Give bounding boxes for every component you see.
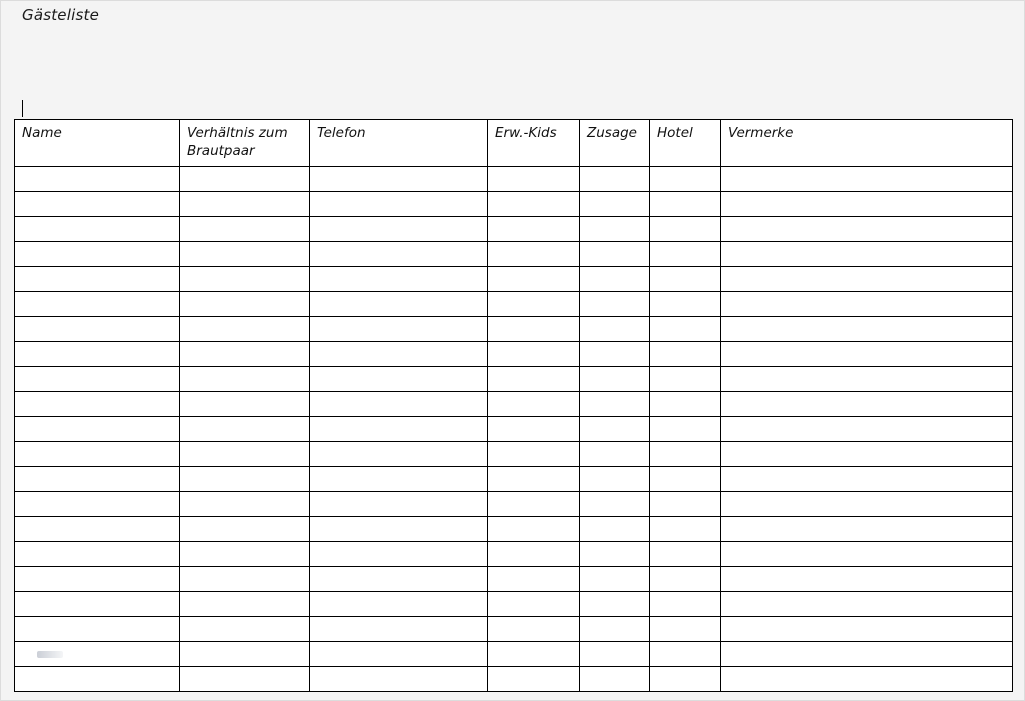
table-cell-name[interactable] bbox=[15, 466, 180, 491]
table-cell-notes[interactable] bbox=[721, 341, 1013, 366]
table-cell-confirmation[interactable] bbox=[580, 441, 650, 466]
table-row[interactable] bbox=[15, 616, 1013, 641]
table-cell-relation[interactable] bbox=[180, 316, 310, 341]
table-cell-name[interactable] bbox=[15, 491, 180, 516]
table-cell-hotel[interactable] bbox=[650, 241, 721, 266]
table-cell-notes[interactable] bbox=[721, 491, 1013, 516]
table-cell-hotel[interactable] bbox=[650, 291, 721, 316]
table-cell-hotel[interactable] bbox=[650, 316, 721, 341]
table-cell-confirmation[interactable] bbox=[580, 191, 650, 216]
table-cell-name[interactable] bbox=[15, 166, 180, 191]
table-cell-confirmation[interactable] bbox=[580, 516, 650, 541]
table-cell-confirmation[interactable] bbox=[580, 266, 650, 291]
table-cell-hotel[interactable] bbox=[650, 591, 721, 616]
table-row[interactable] bbox=[15, 241, 1013, 266]
table-row[interactable] bbox=[15, 316, 1013, 341]
table-cell-relation[interactable] bbox=[180, 616, 310, 641]
table-cell-confirmation[interactable] bbox=[580, 341, 650, 366]
table-cell-name[interactable] bbox=[15, 591, 180, 616]
table-row[interactable] bbox=[15, 666, 1013, 691]
table-cell-name[interactable] bbox=[15, 216, 180, 241]
table-cell-confirmation[interactable] bbox=[580, 166, 650, 191]
table-cell-hotel[interactable] bbox=[650, 441, 721, 466]
table-cell-phone[interactable] bbox=[310, 591, 488, 616]
table-cell-relation[interactable] bbox=[180, 241, 310, 266]
table-cell-phone[interactable] bbox=[310, 341, 488, 366]
table-cell-relation[interactable] bbox=[180, 466, 310, 491]
table-cell-adults_kids[interactable] bbox=[488, 416, 580, 441]
table-cell-name[interactable] bbox=[15, 316, 180, 341]
table-row[interactable] bbox=[15, 341, 1013, 366]
table-cell-name[interactable] bbox=[15, 541, 180, 566]
table-cell-confirmation[interactable] bbox=[580, 291, 650, 316]
table-cell-hotel[interactable] bbox=[650, 616, 721, 641]
table-cell-confirmation[interactable] bbox=[580, 466, 650, 491]
table-cell-notes[interactable] bbox=[721, 216, 1013, 241]
table-cell-name[interactable] bbox=[15, 241, 180, 266]
table-cell-confirmation[interactable] bbox=[580, 241, 650, 266]
table-cell-hotel[interactable] bbox=[650, 216, 721, 241]
table-cell-phone[interactable] bbox=[310, 466, 488, 491]
table-row[interactable] bbox=[15, 541, 1013, 566]
table-cell-adults_kids[interactable] bbox=[488, 216, 580, 241]
table-cell-name[interactable] bbox=[15, 416, 180, 441]
table-cell-adults_kids[interactable] bbox=[488, 641, 580, 666]
table-cell-adults_kids[interactable] bbox=[488, 166, 580, 191]
table-cell-adults_kids[interactable] bbox=[488, 341, 580, 366]
table-cell-confirmation[interactable] bbox=[580, 391, 650, 416]
table-row[interactable] bbox=[15, 191, 1013, 216]
table-cell-relation[interactable] bbox=[180, 591, 310, 616]
table-cell-confirmation[interactable] bbox=[580, 316, 650, 341]
table-cell-confirmation[interactable] bbox=[580, 666, 650, 691]
table-cell-notes[interactable] bbox=[721, 291, 1013, 316]
table-cell-relation[interactable] bbox=[180, 441, 310, 466]
table-cell-relation[interactable] bbox=[180, 266, 310, 291]
table-row[interactable] bbox=[15, 591, 1013, 616]
table-cell-confirmation[interactable] bbox=[580, 216, 650, 241]
table-cell-phone[interactable] bbox=[310, 266, 488, 291]
table-cell-name[interactable] bbox=[15, 616, 180, 641]
table-cell-phone[interactable] bbox=[310, 516, 488, 541]
table-cell-notes[interactable] bbox=[721, 591, 1013, 616]
table-cell-hotel[interactable] bbox=[650, 541, 721, 566]
table-row[interactable] bbox=[15, 391, 1013, 416]
column-header-adults-kids: Erw.-Kids bbox=[488, 120, 580, 167]
table-cell-adults_kids[interactable] bbox=[488, 491, 580, 516]
table-cell-relation[interactable] bbox=[180, 566, 310, 591]
table-cell-phone[interactable] bbox=[310, 666, 488, 691]
table-cell-relation[interactable] bbox=[180, 391, 310, 416]
table-cell-hotel[interactable] bbox=[650, 366, 721, 391]
table-cell-phone[interactable] bbox=[310, 391, 488, 416]
table-cell-confirmation[interactable] bbox=[580, 616, 650, 641]
table-cell-phone[interactable] bbox=[310, 566, 488, 591]
table-row[interactable] bbox=[15, 166, 1013, 191]
table-row[interactable] bbox=[15, 441, 1013, 466]
table-cell-hotel[interactable] bbox=[650, 391, 721, 416]
ink-smudge-mark bbox=[37, 651, 63, 658]
table-cell-adults_kids[interactable] bbox=[488, 191, 580, 216]
table-cell-adults_kids[interactable] bbox=[488, 466, 580, 491]
table-cell-name[interactable] bbox=[15, 516, 180, 541]
table-cell-notes[interactable] bbox=[721, 241, 1013, 266]
column-header-confirmation: Zusage bbox=[580, 120, 650, 167]
column-header-relation: Verhältnis zum Brautpaar bbox=[180, 120, 310, 167]
table-cell-phone[interactable] bbox=[310, 641, 488, 666]
table-cell-adults_kids[interactable] bbox=[488, 591, 580, 616]
table-header-row bbox=[15, 120, 1013, 167]
table-cell-adults_kids[interactable] bbox=[488, 366, 580, 391]
table-cell-relation[interactable] bbox=[180, 291, 310, 316]
table-cell-hotel[interactable] bbox=[650, 341, 721, 366]
table-row[interactable] bbox=[15, 266, 1013, 291]
guest-list-table-container bbox=[14, 119, 1012, 692]
table-cell-adults_kids[interactable] bbox=[488, 241, 580, 266]
table-cell-notes[interactable] bbox=[721, 166, 1013, 191]
table-cell-notes[interactable] bbox=[721, 441, 1013, 466]
table-cell-name[interactable] bbox=[15, 341, 180, 366]
table-row[interactable] bbox=[15, 366, 1013, 391]
table-cell-adults_kids[interactable] bbox=[488, 616, 580, 641]
table-cell-phone[interactable] bbox=[310, 491, 488, 516]
table-cell-relation[interactable] bbox=[180, 341, 310, 366]
table-row[interactable] bbox=[15, 291, 1013, 316]
table-cell-hotel[interactable] bbox=[650, 566, 721, 591]
table-cell-phone[interactable] bbox=[310, 366, 488, 391]
table-cell-relation[interactable] bbox=[180, 416, 310, 441]
table-body bbox=[15, 166, 1013, 691]
table-cell-relation[interactable] bbox=[180, 491, 310, 516]
table-row[interactable] bbox=[15, 566, 1013, 591]
table-row[interactable] bbox=[15, 491, 1013, 516]
table-cell-name[interactable] bbox=[15, 391, 180, 416]
table-cell-relation[interactable] bbox=[180, 516, 310, 541]
table-cell-adults_kids[interactable] bbox=[488, 391, 580, 416]
table-cell-notes[interactable] bbox=[721, 641, 1013, 666]
table-cell-phone[interactable] bbox=[310, 316, 488, 341]
table-row[interactable] bbox=[15, 516, 1013, 541]
table-cell-name[interactable] bbox=[15, 291, 180, 316]
table-cell-relation[interactable] bbox=[180, 541, 310, 566]
table-cell-name[interactable] bbox=[15, 366, 180, 391]
table-cell-name[interactable] bbox=[15, 441, 180, 466]
table-cell-confirmation[interactable] bbox=[580, 566, 650, 591]
table-cell-phone[interactable] bbox=[310, 166, 488, 191]
table-cell-phone[interactable] bbox=[310, 441, 488, 466]
table-cell-notes[interactable] bbox=[721, 266, 1013, 291]
column-header-phone: Telefon bbox=[310, 120, 488, 167]
table-cell-phone[interactable] bbox=[310, 191, 488, 216]
table-cell-adults_kids[interactable] bbox=[488, 566, 580, 591]
table-cell-hotel[interactable] bbox=[650, 191, 721, 216]
table-cell-notes[interactable] bbox=[721, 191, 1013, 216]
text-cursor bbox=[22, 100, 23, 117]
table-cell-notes[interactable] bbox=[721, 416, 1013, 441]
table-cell-hotel[interactable] bbox=[650, 666, 721, 691]
table-cell-notes[interactable] bbox=[721, 316, 1013, 341]
table-cell-adults_kids[interactable] bbox=[488, 441, 580, 466]
table-cell-relation[interactable] bbox=[180, 366, 310, 391]
table-cell-phone[interactable] bbox=[310, 241, 488, 266]
table-header bbox=[15, 120, 1013, 167]
table-cell-adults_kids[interactable] bbox=[488, 316, 580, 341]
table-cell-hotel[interactable] bbox=[650, 266, 721, 291]
table-cell-notes[interactable] bbox=[721, 541, 1013, 566]
table-cell-confirmation[interactable] bbox=[580, 641, 650, 666]
table-cell-name[interactable] bbox=[15, 566, 180, 591]
table-row[interactable] bbox=[15, 641, 1013, 666]
page-title: Gästeliste bbox=[22, 6, 99, 24]
table-cell-hotel[interactable] bbox=[650, 416, 721, 441]
table-cell-confirmation[interactable] bbox=[580, 491, 650, 516]
table-row[interactable] bbox=[15, 466, 1013, 491]
column-header-hotel: Hotel bbox=[650, 120, 721, 167]
table-cell-relation[interactable] bbox=[180, 166, 310, 191]
table-cell-phone[interactable] bbox=[310, 291, 488, 316]
column-header-notes: Vermerke bbox=[721, 120, 1013, 167]
table-cell-adults_kids[interactable] bbox=[488, 266, 580, 291]
table-cell-name[interactable] bbox=[15, 666, 180, 691]
table-cell-confirmation[interactable] bbox=[580, 416, 650, 441]
table-cell-phone[interactable] bbox=[310, 216, 488, 241]
table-row[interactable] bbox=[15, 216, 1013, 241]
table-cell-notes[interactable] bbox=[721, 366, 1013, 391]
table-cell-notes[interactable] bbox=[721, 666, 1013, 691]
table-cell-phone[interactable] bbox=[310, 541, 488, 566]
table-cell-relation[interactable] bbox=[180, 641, 310, 666]
table-cell-hotel[interactable] bbox=[650, 641, 721, 666]
table-cell-notes[interactable] bbox=[721, 516, 1013, 541]
table-cell-adults_kids[interactable] bbox=[488, 666, 580, 691]
table-cell-name[interactable] bbox=[15, 266, 180, 291]
table-cell-hotel[interactable] bbox=[650, 466, 721, 491]
table-cell-hotel[interactable] bbox=[650, 166, 721, 191]
table-cell-confirmation[interactable] bbox=[580, 591, 650, 616]
table-cell-notes[interactable] bbox=[721, 566, 1013, 591]
table-cell-relation[interactable] bbox=[180, 191, 310, 216]
table-row[interactable] bbox=[15, 416, 1013, 441]
table-cell-adults_kids[interactable] bbox=[488, 541, 580, 566]
table-cell-phone[interactable] bbox=[310, 416, 488, 441]
table-cell-notes[interactable] bbox=[721, 616, 1013, 641]
table-cell-notes[interactable] bbox=[721, 391, 1013, 416]
table-cell-adults_kids[interactable] bbox=[488, 291, 580, 316]
column-header-name: Name bbox=[15, 120, 180, 167]
table-cell-phone[interactable] bbox=[310, 616, 488, 641]
table-cell-notes[interactable] bbox=[721, 466, 1013, 491]
table-cell-adults_kids[interactable] bbox=[488, 516, 580, 541]
table-cell-confirmation[interactable] bbox=[580, 366, 650, 391]
table-cell-confirmation[interactable] bbox=[580, 541, 650, 566]
table-cell-relation[interactable] bbox=[180, 666, 310, 691]
guest-list-table bbox=[14, 119, 1013, 692]
table-cell-relation[interactable] bbox=[180, 216, 310, 241]
table-cell-name[interactable] bbox=[15, 191, 180, 216]
table-cell-hotel[interactable] bbox=[650, 516, 721, 541]
table-cell-hotel[interactable] bbox=[650, 491, 721, 516]
